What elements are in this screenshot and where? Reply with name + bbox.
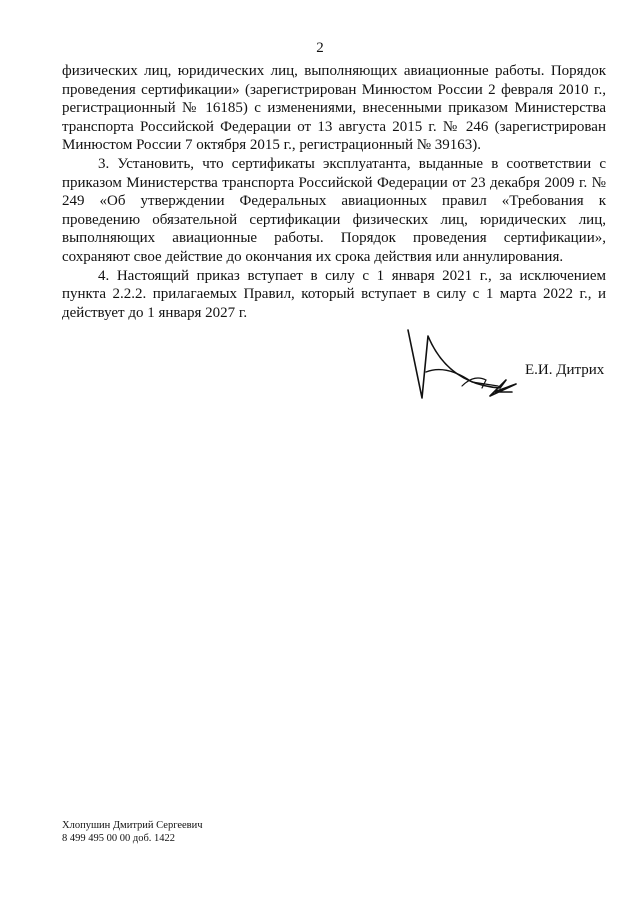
signer-name: Е.И. Дитрих <box>525 362 605 378</box>
paragraph-item-3: 3. Установить, что сертификаты эксплуатанта, выданные в соответствии с приказом Министерства транспорта Российской Федерации от 23 декабря 2009 г. № 249 «Об утверждении Федеральных авиационных правил «Требования к проведению обязательной сертификации физических лиц, юридических лиц, выполняющих авиационные работы. Порядок проведения сертификации», сохраняют свое действие до окончания их срока действия или аннулирования. <box>62 155 606 265</box>
handwritten-signature <box>402 326 522 406</box>
document-body <box>62 62 606 322</box>
executor-name: Хлопушин Дмитрий Сергеевич <box>62 820 203 831</box>
page-number: 2 <box>316 40 324 56</box>
executor-info <box>62 819 203 845</box>
paragraph-continuation: физических лиц, юридических лиц, выполняющих авиационные работы. Порядок проведения сертификации» (зарегистрирован Минюстом России 2 февраля 2010 г., регистрационный № 16185) с изменениями, внесенными приказом Министерства транспорта Российской Федерации от 13 августа 2015 г. № 246 (зарегистрирован Минюстом России 7 октября 2015 г., регистрационный № 39163). <box>62 63 606 154</box>
paragraph-item-4: 4. Настоящий приказ вступает в силу с 1 января 2021 г., за исключением пункта 2.2.2. прилагаемых Правил, который вступает в силу с 1 марта 2022 г., и действует до 1 января 2027 г. <box>62 267 606 321</box>
executor-phone: 8 499 495 00 00 доб. 1422 <box>62 833 176 844</box>
